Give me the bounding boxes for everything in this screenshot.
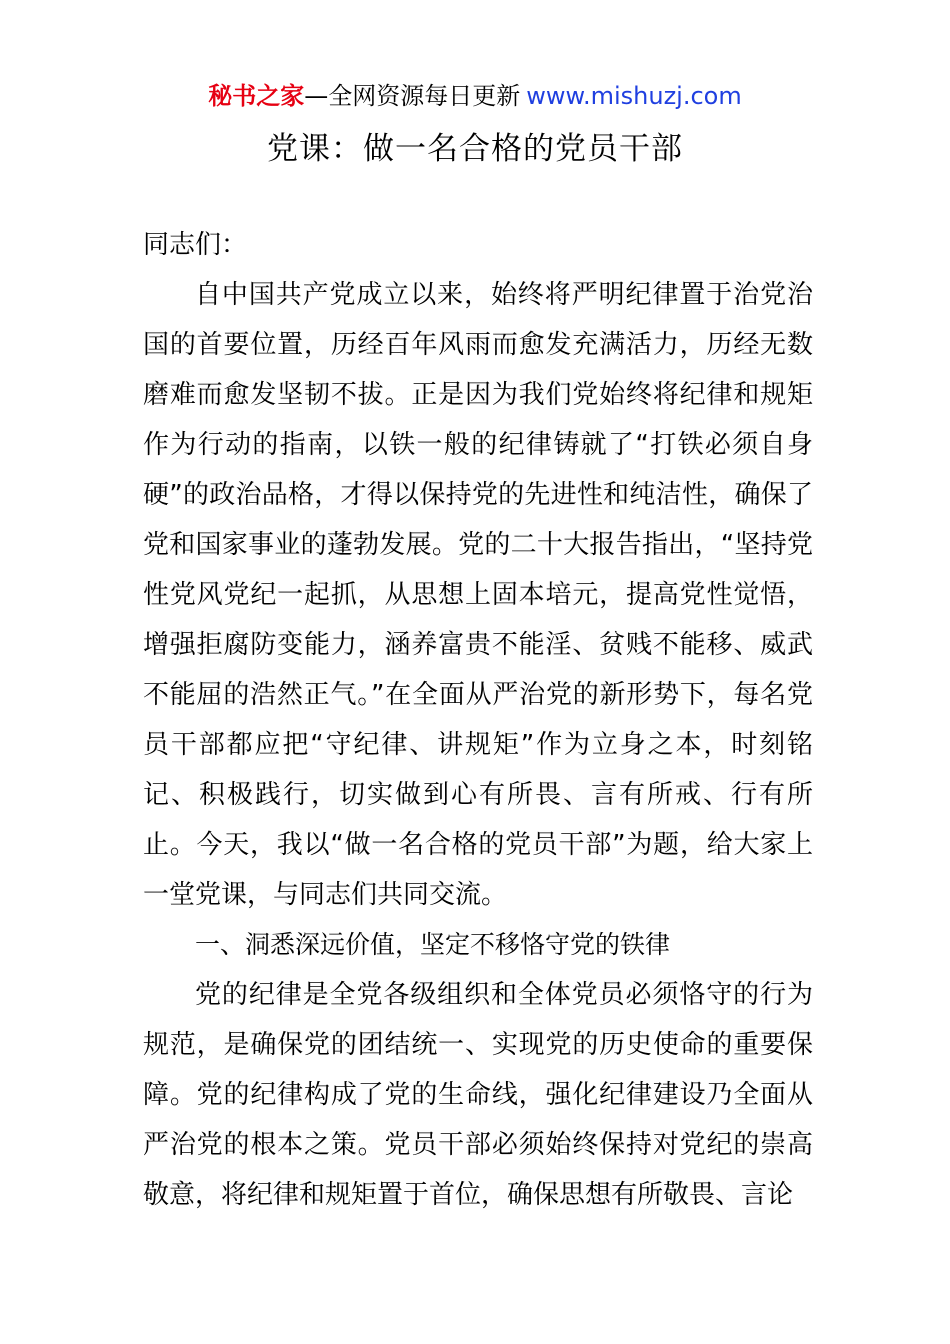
document-body [143,220,813,1220]
salutation: 同志们： [143,230,248,260]
site-url-link[interactable]: www.mishuzj.com [526,82,742,110]
intro-paragraph: 自中国共产党成立以来，始终将严明纪律置于治党治国的首要位置，历经百年风雨而愈发充满活力，历经无数磨难而愈发坚韧不拔。正是因为我们党始终将纪律和规矩作为行动的指南，以铁一般的纪律铸就了“打铁必须自身硬”的政治品格，才得以保持党的先进性和纯洁性，确保了党和国家事业的蓬勃发展。党的二十大报告指出，“坚持党性党风党纪一起抓，从思想上固本培元，提高党性觉悟，增强拒腐防变能力，涵养富贵不能淫、贫贱不能移、威武不能屈的浩然正气。”在全面从严治党的新形势下，每名党员干部都应把“守纪律、讲规矩”作为立身之本，时刻铭记、积极践行，切实做到心有所畏、言有所戒、行有所止。今天，我以“做一名合格的党员干部”为题，给大家上一堂党课，与同志们共同交流。 [143,280,813,910]
brand-name: 秘书之家 [208,82,305,110]
header-tagline: —全网资源每日更新 [304,82,521,110]
section-paragraph: 党的纪律是全党各级组织和全体党员必须恪守的行为规范，是确保党的团结统一、实现党的历史使命的重要保障。党的纪律构成了党的生命线，强化纪律建设乃全面从严治党的根本之策。党员干部必须始终保持对党纪的崇高敬意，将纪律和规矩置于首位，确保思想有所敬畏、言论 [143,980,813,1210]
document-title: 党课：做一名合格的党员干部 [267,131,683,167]
section-heading: 一、洞悉深远价值，坚定不移恪守党的铁律 [195,930,671,959]
site-header [0,80,950,112]
